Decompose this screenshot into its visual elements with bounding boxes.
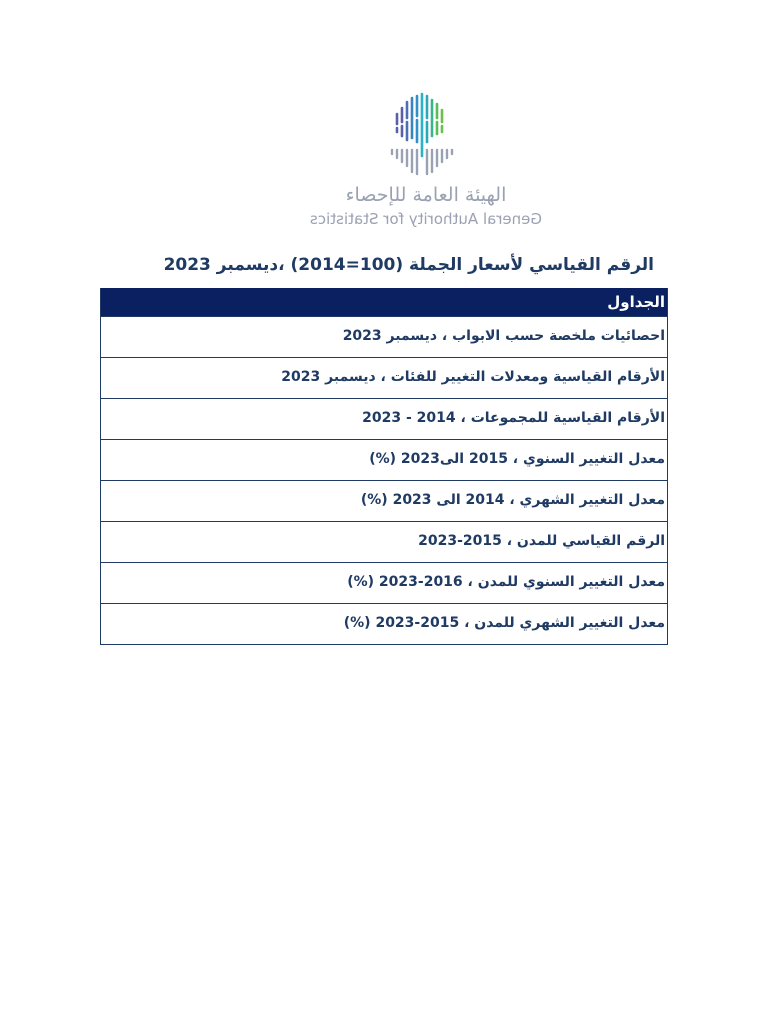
tables-index — [100, 288, 668, 645]
table-link-city-monthly-change[interactable]: معدل التغيير الشهري للمدن ، 2015-2023 (%) — [101, 603, 667, 644]
table-link-city-indices[interactable]: الرقم القياسي للمدن ، 2015-2023 — [101, 521, 667, 562]
table-link-monthly-change[interactable]: معدل التغيير الشهري ، 2014 الى 2023 (%) — [101, 480, 667, 521]
gastat-logo — [292, 88, 560, 238]
gastat-emblem-icon — [292, 88, 560, 184]
table-link-category-indices[interactable]: الأرقام القياسية ومعدلات التغيير للفئات ، ديسمبر 2023 — [101, 357, 667, 398]
table-link-annual-change[interactable]: معدل التغيير السنوي ، 2015 الى2023 (%) — [101, 439, 667, 480]
table-link-city-annual-change[interactable]: معدل التغيير السنوي للمدن ، 2016-2023 (%) — [101, 562, 667, 603]
table-link-group-indices[interactable]: الأرقام القياسية للمجموعات ، 2014 - 2023 — [101, 398, 667, 439]
logo-arabic-name: الهيئة العامة للإحصاء — [345, 184, 507, 206]
page-title: الرقم القياسي لأسعار الجملة (100=2014) ،ديسمبر 2023 — [163, 255, 654, 275]
logo-english-name: General Authority for Statistics — [309, 210, 543, 228]
table-link-summary-stats[interactable]: احصائيات ملخصة حسب الابواب ، ديسمبر 2023 — [101, 316, 667, 357]
tables-header: الجداول — [101, 288, 667, 316]
